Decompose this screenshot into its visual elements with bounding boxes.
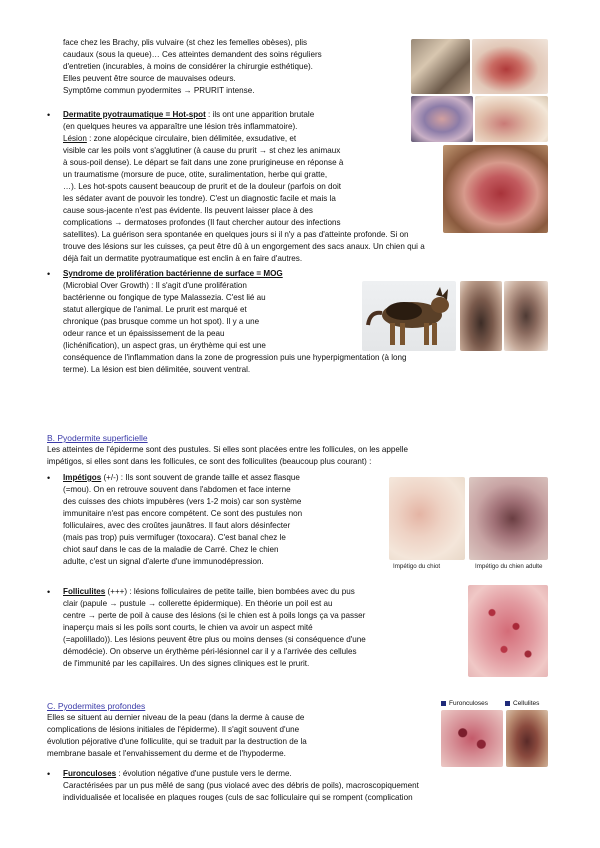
photo-impetigo-puppy (389, 477, 465, 560)
text-line: centre → perte de poil à cause des lésions (si le chien est à poils longs ça va passer (63, 611, 366, 620)
text-line: Caractérisées par un pus mêlé de sang (pus violacé avec des débris de poils), macroscopiquement (63, 781, 419, 790)
photo-vulvar-fold (411, 96, 473, 142)
photo-folliculitis (468, 585, 548, 677)
text-line: Symptôme commun pyodermites → PRURIT intense. (63, 86, 255, 95)
caption-impetigo-puppy: Impétigo du chiot (393, 563, 441, 570)
text-line: statut allergique de l'animal. Le prurit est marqué et (63, 305, 247, 314)
photo-mog-paw (504, 281, 548, 351)
bullet-icon: • (47, 769, 51, 779)
text-line: d'entretien (incurables, à moins de considérer la chirurgie esthétique). (63, 62, 313, 71)
photo-mog-dog (362, 281, 456, 351)
legend-cellulites: Cellulites (505, 700, 539, 708)
text-line: les sédater avant de pouvoir les tondre). C'est un diagnostic facile et mais la (63, 194, 336, 203)
text-line: Elles se situent au dernier niveau de la peau (dans la derme à cause de (47, 713, 305, 722)
photo-skin-fold (411, 39, 470, 94)
text-line: à sous-poil dense). Le départ se fait dans une zone prurigineuse en réponse à (63, 158, 344, 167)
text-line: un traumatisme (morsure de puce, otite, suralimentation, herbe qui gratte, (63, 170, 328, 179)
text-line: caudaux (sous la queue)… Ces atteintes demandent des soins réguliers (63, 50, 322, 59)
text-line: (=mou). On en retrouve souvent dans l'abdomen et face interne (63, 485, 291, 494)
text-line: …). Les hot-spots causent beaucoup de prurit et de la douleur (parfois on doit (63, 182, 342, 191)
mog-heading: Syndrome de prolifération bactérienne de surface = MOG (63, 269, 283, 278)
text-line: (=apolillado)). Les lésions peuvent être plus ou moins denses (si conséquence d'une (63, 635, 366, 644)
text-line: trouve des lésions sur les cuisses, ça peut être dû à un engorgement des sacs anaux. Un chien qui a (63, 242, 425, 251)
text-line: chronique (pas brusque comme un hot spot). Il y a une (63, 317, 260, 326)
legend-square-icon (505, 701, 510, 706)
text-line: Elles peuvent être source de mauvaises odeurs. (63, 74, 236, 83)
bullet-icon: • (47, 269, 51, 279)
photo-hot-spot (443, 145, 548, 233)
text-line: impétigos, si elles sont dans les follicules, ce sont des folliculites (beaucoup plus courant) : (47, 457, 372, 466)
text-line: complications → dermatoses profondes (Il faut chercher autour des infections (63, 218, 341, 227)
text-line: individualisée et localisée en plaques rouges (culs de sac folliculaire qui se rompent (complication (63, 793, 413, 802)
bullet-icon: • (47, 473, 51, 483)
text-line: immunitaire n'est pas encore compétent. Ce sont des pustules non (63, 509, 303, 518)
text-line: (mais pas trop) puis vermifuger (toxocara). C'est banal chez le (63, 533, 286, 542)
text-line: cause sous-jacente n'est pas évidente. Ils peuvent laisser place à des (63, 206, 313, 215)
text-line: conséquence de l'inflammation dans la zone de progression puis une hyperpigmentation (à long (63, 353, 407, 362)
text-line: complications de lésions initiales de l'épiderme). Il s'agit souvent d'une (47, 725, 300, 734)
text-line: (lichénification), un aspect gras, un érythème qui est une (63, 341, 266, 350)
text-line: chiot sauf dans le cas de la maladie de Carré. Chez le chien (63, 545, 279, 554)
text-line: adulte, c'est un signal d'alerte d'une immunodépression. (63, 557, 264, 566)
photo-skin-fold-red (472, 39, 548, 94)
section-b-heading: B. Pyodermite superficielle (47, 433, 148, 443)
text-line: des cuisses des chiots impubères (vers 1-2 mois) car son système (63, 497, 302, 506)
hotspot-intro: Dermatite pyotraumatique = Hot-spot : ils ont une apparition brutale (63, 110, 315, 119)
impetigo-intro: Impétigos (+/-) : Ils sont souvent de grande taille et assez flasque (63, 473, 300, 482)
legend-furonculoses: Furonculoses (441, 700, 488, 708)
text-line: visible car les poils vont s'agglutiner (à cause du prurit → st chez les animaux (63, 146, 341, 155)
text-line: face chez les Brachy, plis vulvaire (st chez les femelles obèses), plis (63, 38, 308, 47)
text-line: satellites). La guérison sera spontanée en quelques jours si il n'y a pas d'atteinte profonde. Si on (63, 230, 409, 239)
text-line: (en quelques heures va apparaître une lésion très inflammatoire). (63, 122, 298, 131)
text-line: odeur rance et un épaississement de la peau (63, 329, 225, 338)
hotspot-lesion: Lésion : zone alopécique circulaire, bien délimitée, exsudative, et (63, 134, 297, 143)
bullet-icon: • (47, 110, 51, 120)
photo-tail-fold (475, 96, 548, 142)
text-line: (Microbial Over Growth) : Il s'agit d'une prolifération (63, 281, 247, 290)
text-line: inaperçu mais si les poils sont courts, le chien va avoir un aspect mité (63, 623, 313, 632)
text-line: bactérienne ou fongique de type Malassezia. C'est lié au (63, 293, 266, 302)
text-line: déjà fait un dermatite pyotraumatique est enclin à en faire d'autres. (63, 254, 303, 263)
hotspot-title: Dermatite pyotraumatique = Hot-spot (63, 110, 206, 119)
folliculites-intro: Folliculites (+++) : lésions folliculaires de petite taille, bien bombées avec du pus (63, 587, 355, 596)
photo-mog-belly (460, 281, 502, 351)
photo-impetigo-adult (469, 477, 548, 560)
section-c-heading: C. Pyodermites profondes (47, 701, 146, 711)
caption-impetigo-adult: Impétigo du chien adulte (475, 563, 543, 570)
text-line: clair (papule → pustule → collerette épidermique). En théorie un poil est au (63, 599, 333, 608)
text-line: membrane basale et l'envahissement du derme et de l'hypoderme. (47, 749, 286, 758)
photo-furonculosis (441, 710, 503, 767)
text-line: évolution péjorative d'une folliculite, qui se traduit par la destruction de la (47, 737, 307, 746)
text-line: folliculaires, avec des croûtes jaunâtres. Il faut alors désinfecter (63, 521, 291, 530)
text-line: démodécie). On observe un érythème péri-lésionnel car il y a l'arrivée des cellules (63, 647, 357, 656)
legend-square-icon (441, 701, 446, 706)
photo-cellulitis (506, 710, 548, 767)
text-line: Les atteintes de l'épiderme sont des pustules. Si elles sont placées entre les follicules, on les appelle (47, 445, 409, 454)
furonculoses-intro: Furonculoses : évolution négative d'une pustule vers le derme. (63, 769, 292, 778)
bullet-icon: • (47, 587, 51, 597)
dog-silhouette-icon (362, 281, 456, 351)
text-line: terme). La lésion est bien délimitée, souvent ventral. (63, 365, 251, 374)
text-line: de l'immunité par les capillaires. Un des signes cliniques est le prurit. (63, 659, 310, 668)
